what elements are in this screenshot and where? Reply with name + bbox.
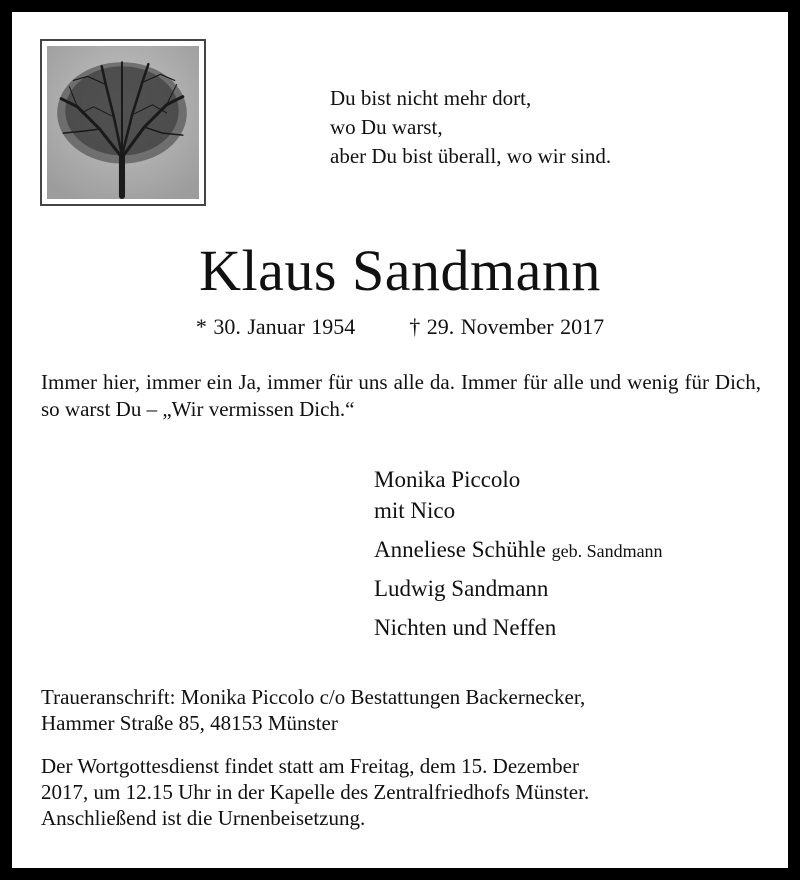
death-date: † 29. November 2017 [409, 314, 605, 339]
poem-line: wo Du warst, [330, 115, 443, 139]
mourning-address [41, 684, 757, 736]
birth-date: * 30. Januar 1954 [195, 314, 356, 339]
tree-icon [47, 46, 199, 199]
poem-line: Du bist nicht mehr dort, [330, 86, 532, 110]
tree-photo [40, 39, 206, 206]
mourner-name: Ludwig Sandmann [374, 576, 549, 601]
service-line: Der Wortgottesdienst findet statt am Freitag, dem 15. Dezember [41, 754, 579, 778]
address-line: Hammer Straße 85, 48153 Münster [41, 711, 338, 735]
maiden-name-note: geb. Sandmann [551, 541, 663, 561]
mourner-name [374, 537, 663, 563]
mourner-name: mit Nico [374, 498, 456, 523]
life-dates [12, 314, 788, 340]
service-line: 2017, um 12.15 Uhr in der Kapelle des Zentralfriedhofs Münster. [41, 780, 590, 804]
address-line: Traueranschrift: Monika Piccolo c/o Bestattungen Backernecker, [41, 685, 586, 709]
tribute-text: Immer hier, immer ein Ja, immer für uns alle da. Immer für alle und wenig für Dich, so warst Du – „Wir vermissen Dich.“ [41, 370, 761, 421]
obituary-card [12, 12, 788, 868]
mourner-name-text: Anneliese Schühle [374, 537, 546, 562]
mourner-name: Monika Piccolo [374, 467, 521, 492]
mourner-name: Nichten und Neffen [374, 615, 557, 640]
poem [330, 84, 611, 171]
poem-line: aber Du bist überall, wo wir sind. [330, 144, 612, 168]
deceased-name: Klaus Sandmann [199, 238, 601, 303]
service-line: Anschließend ist die Urnenbeisetzung. [41, 806, 366, 830]
service-info [41, 753, 757, 831]
